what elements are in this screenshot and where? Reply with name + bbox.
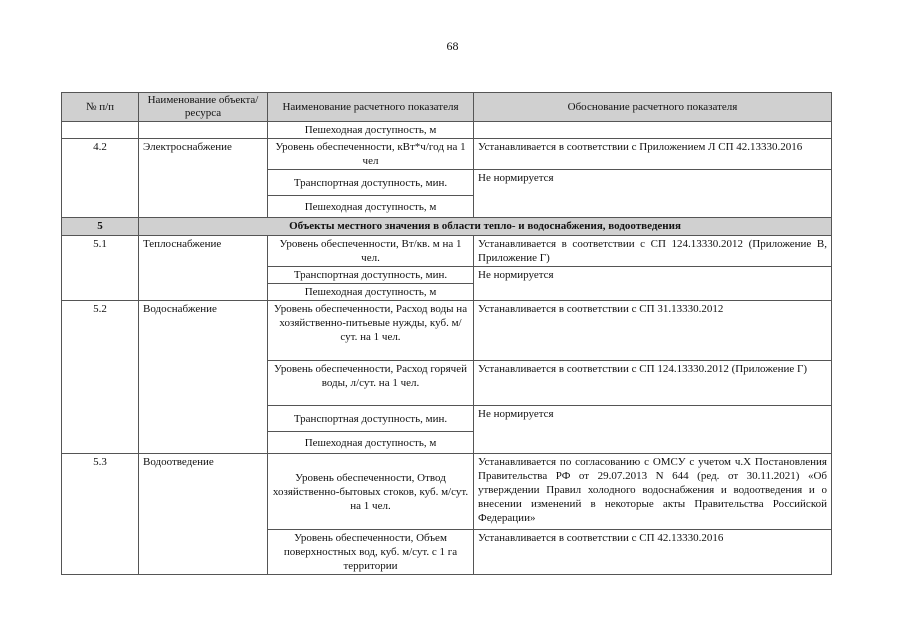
cell-object: Электроснабжение [139, 139, 268, 218]
table-header-row [62, 93, 832, 122]
table-row [62, 454, 832, 530]
cell-number: 5.2 [62, 301, 139, 454]
table-row [62, 301, 832, 361]
cell-basis: Не нормируется [474, 406, 832, 454]
cell-number [62, 122, 139, 139]
cell-indicator: Уровень обеспеченности, Расход горячей воды, л/сут. на 1 чел. [268, 361, 474, 406]
cell-basis [474, 122, 832, 139]
section-row [62, 218, 832, 236]
cell-indicator: Уровень обеспеченности, Расход воды на хозяйственно-питьевые нужды, куб. м/сут. на 1 чел. [268, 301, 474, 361]
table-row [62, 139, 832, 170]
cell-indicator: Уровень обеспеченности, Вт/кв. м на 1 чел. [268, 236, 474, 267]
page-number: 68 [446, 39, 459, 53]
cell-indicator: Пешеходная доступность, м [268, 196, 474, 218]
cell-basis: Не нормируется [474, 267, 832, 301]
cell-indicator: Пешеходная доступность, м [268, 122, 474, 139]
cell-indicator: Уровень обеспеченности, Отвод хозяйственно-бытовых стоков, куб. м/сут. на 1 чел. [268, 454, 474, 530]
cell-basis: Устанавливается в соответствии с СП 31.13330.2012 [474, 301, 832, 361]
cell-object: Водоотведение [139, 454, 268, 575]
cell-indicator: Уровень обеспеченности, кВт*ч/год на 1 чел [268, 139, 474, 170]
header-number: № п/п [62, 93, 139, 122]
table-row [62, 122, 832, 139]
cell-object: Теплоснабжение [139, 236, 268, 301]
header-object: Наименование объекта/ресурса [139, 93, 268, 122]
cell-indicator: Транспортная доступность, мин. [268, 406, 474, 432]
cell-basis: Устанавливается в соответствии с СП 42.13330.2016 [474, 530, 832, 575]
cell-number: 5.3 [62, 454, 139, 575]
header-indicator: Наименование расчетного показателя [268, 93, 474, 122]
cell-indicator: Уровень обеспеченности, Объем поверхностных вод, куб. м/сут. с 1 га территории [268, 530, 474, 575]
cell-object [139, 122, 268, 139]
cell-indicator: Транспортная доступность, мин. [268, 170, 474, 196]
cell-basis: Устанавливается по согласованию с ОМСУ с учетом ч.Х Постановления Правительства РФ от 29.07.2013 N 644 (ред. от 30.11.2021) «Об утверждении Правил холодного водоснабжения и водоотведения и о внесении изменений в некоторые акты Правительства Российской Федерации» [474, 454, 832, 530]
cell-indicator: Пешеходная доступность, м [268, 284, 474, 301]
cell-basis: Устанавливается в соответствии с СП 124.13330.2012 (Приложение В, Приложение Г) [474, 236, 832, 267]
cell-indicator: Пешеходная доступность, м [268, 432, 474, 454]
header-basis: Обоснование расчетного показателя [474, 93, 832, 122]
cell-basis: Устанавливается в соответствии с СП 124.13330.2012 (Приложение Г) [474, 361, 832, 406]
cell-indicator: Транспортная доступность, мин. [268, 267, 474, 284]
cell-number: 4.2 [62, 139, 139, 218]
standards-table [61, 92, 832, 575]
section-number: 5 [62, 218, 139, 236]
cell-object: Водоснабжение [139, 301, 268, 454]
cell-basis: Устанавливается в соответствии с Приложением Л СП 42.13330.2016 [474, 139, 832, 170]
cell-basis: Не нормируется [474, 170, 832, 218]
section-title: Объекты местного значения в области тепло- и водоснабжения, водоотведения [139, 218, 832, 236]
cell-number: 5.1 [62, 236, 139, 301]
table-row [62, 236, 832, 267]
